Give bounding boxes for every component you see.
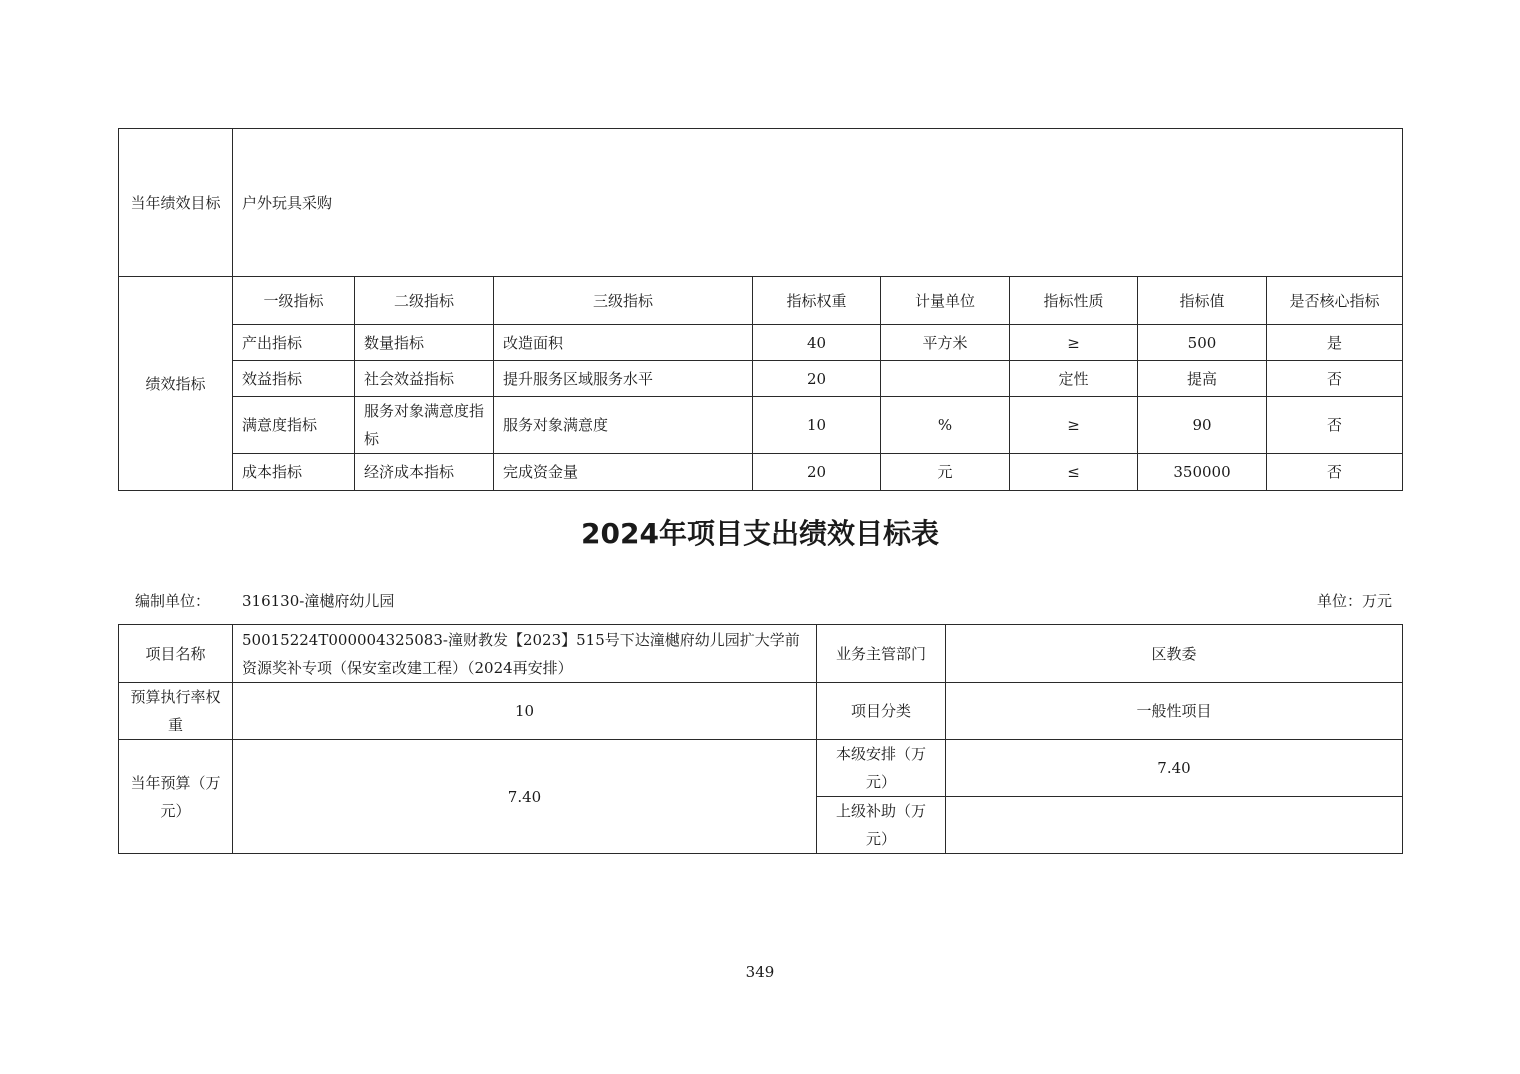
cell-unit: 平方米 bbox=[881, 325, 1010, 361]
dept-label: 业务主管部门 bbox=[817, 625, 946, 683]
cell-level2: 服务对象满意度指标 bbox=[355, 397, 494, 454]
cell-level1: 效益指标 bbox=[233, 361, 355, 397]
performance-goal-table bbox=[118, 128, 1403, 491]
cell-level1: 成本指标 bbox=[233, 454, 355, 491]
cell-level1: 产出指标 bbox=[233, 325, 355, 361]
project-name-value: 50015224T000004325083-潼财教发【2023】515号下达潼樾府幼儿园扩大学前资源奖补专项（保安室改建工程）（2024再安排） bbox=[233, 625, 817, 683]
table-row bbox=[119, 325, 1403, 361]
header-core: 是否核心指标 bbox=[1267, 277, 1403, 325]
cell-level3: 服务对象满意度 bbox=[494, 397, 753, 454]
dept-value: 区教委 bbox=[946, 625, 1403, 683]
budget-label: 当年预算（万元） bbox=[119, 740, 233, 854]
category-value: 一般性项目 bbox=[946, 683, 1403, 740]
cell-weight: 20 bbox=[753, 361, 881, 397]
cell-level2: 数量指标 bbox=[355, 325, 494, 361]
goal-value: 户外玩具采购 bbox=[233, 129, 1403, 277]
cell-level2: 经济成本指标 bbox=[355, 454, 494, 491]
cell-level3: 完成资金量 bbox=[494, 454, 753, 491]
header-nature: 指标性质 bbox=[1010, 277, 1138, 325]
cell-core: 否 bbox=[1267, 454, 1403, 491]
cell-nature: ≥ bbox=[1010, 325, 1138, 361]
table-row bbox=[119, 361, 1403, 397]
org-value: 316130-潼樾府幼儿园 bbox=[242, 592, 395, 610]
goal-label: 当年绩效目标 bbox=[119, 129, 233, 277]
cell-level3: 改造面积 bbox=[494, 325, 753, 361]
cell-level1: 满意度指标 bbox=[233, 397, 355, 454]
upper-value bbox=[946, 797, 1403, 854]
cell-nature: 定性 bbox=[1010, 361, 1138, 397]
rate-label: 预算执行率权重 bbox=[119, 683, 233, 740]
cell-core: 是 bbox=[1267, 325, 1403, 361]
category-label: 项目分类 bbox=[817, 683, 946, 740]
cell-weight: 40 bbox=[753, 325, 881, 361]
budget-value: 7.40 bbox=[233, 740, 817, 854]
cell-core: 否 bbox=[1267, 361, 1403, 397]
org-label: 编制单位： bbox=[135, 592, 211, 610]
cell-nature: ≥ bbox=[1010, 397, 1138, 454]
page-number: 349 bbox=[745, 963, 775, 981]
header-level1: 一级指标 bbox=[233, 277, 355, 325]
cell-value: 90 bbox=[1138, 397, 1267, 454]
cell-unit bbox=[881, 361, 1010, 397]
cell-weight: 10 bbox=[753, 397, 881, 454]
cell-unit: 元 bbox=[881, 454, 1010, 491]
project-name-label: 项目名称 bbox=[119, 625, 233, 683]
local-value: 7.40 bbox=[946, 740, 1403, 797]
header-level2: 二级指标 bbox=[355, 277, 494, 325]
unit-label: 单位：万元 bbox=[1316, 592, 1392, 610]
local-label: 本级安排（万元） bbox=[817, 740, 946, 797]
cell-unit: % bbox=[881, 397, 1010, 454]
cell-level3: 提升服务区域服务水平 bbox=[494, 361, 753, 397]
cell-value: 350000 bbox=[1138, 454, 1267, 491]
rate-value: 10 bbox=[233, 683, 817, 740]
cell-weight: 20 bbox=[753, 454, 881, 491]
header-level3: 三级指标 bbox=[494, 277, 753, 325]
upper-label: 上级补助（万元） bbox=[817, 797, 946, 854]
cell-value: 500 bbox=[1138, 325, 1267, 361]
header-weight: 指标权重 bbox=[753, 277, 881, 325]
header-value: 指标值 bbox=[1138, 277, 1267, 325]
table-row bbox=[119, 454, 1403, 491]
cell-nature: ≤ bbox=[1010, 454, 1138, 491]
cell-level2: 社会效益指标 bbox=[355, 361, 494, 397]
page-title: 2024年项目支出绩效目标表 bbox=[581, 517, 939, 550]
table-row bbox=[119, 397, 1403, 454]
project-info-table bbox=[118, 624, 1403, 854]
header-unit: 计量单位 bbox=[881, 277, 1010, 325]
cell-value: 提高 bbox=[1138, 361, 1267, 397]
indicators-label: 绩效指标 bbox=[119, 277, 233, 491]
cell-core: 否 bbox=[1267, 397, 1403, 454]
